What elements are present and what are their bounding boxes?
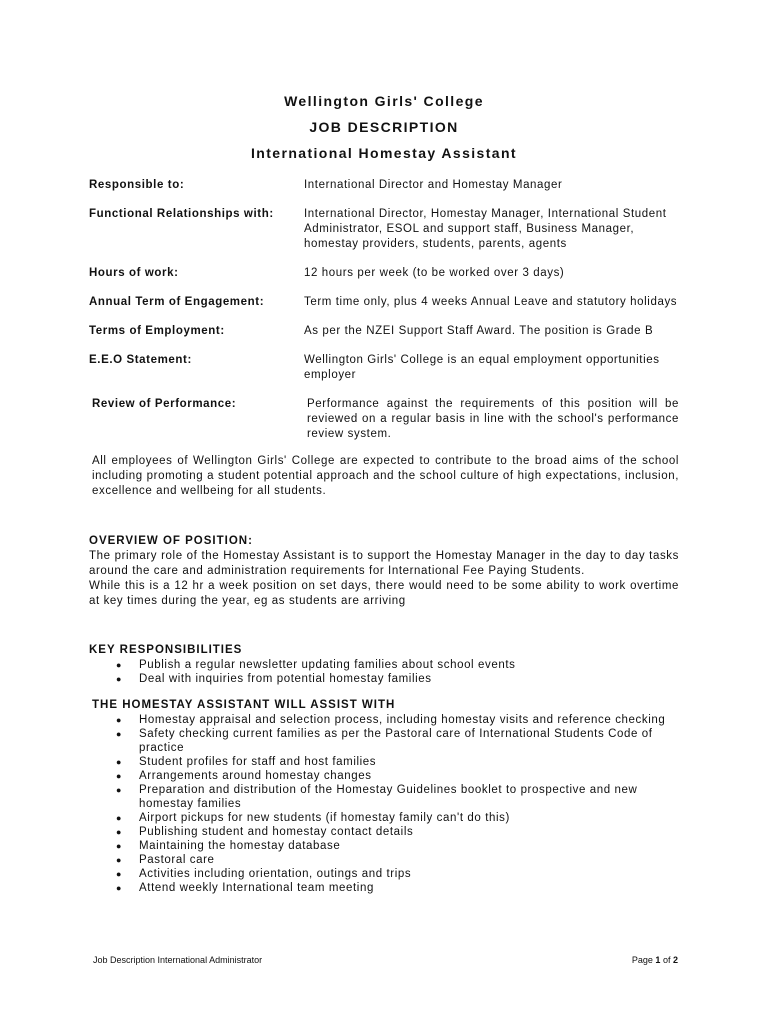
- field-terms-of-employment: [89, 324, 679, 339]
- bullet-icon: ●: [116, 729, 123, 739]
- position-title: International Homestay Assistant: [250, 145, 517, 161]
- key-responsibilities-section: [89, 643, 679, 686]
- aims-paragraph: All employees of Wellington Girls' College are expected to contribute to the broad aims of the school including promoting a student potential approach and the school culture of high expectations, inclusion, excellence and wellbeing for all students.: [92, 455, 679, 497]
- field-review-of-performance: [89, 397, 679, 442]
- document-body: [89, 88, 679, 895]
- bullet-icon: ●: [116, 674, 123, 684]
- bullet-icon: ●: [116, 715, 123, 725]
- overview-section: [89, 534, 679, 609]
- assist-with-list: [89, 713, 679, 895]
- list-item: [89, 839, 679, 853]
- list-item-text: Deal with inquiries from potential homestay families: [139, 673, 432, 685]
- title-block: [89, 88, 679, 166]
- bullet-icon: ●: [116, 869, 123, 879]
- list-item: [89, 727, 679, 755]
- overview-paragraph-1: The primary role of the Homestay Assistant is to support the Homestay Manager in the day to day tasks around the care and administration requirements for International Fee Paying Students.: [89, 550, 679, 577]
- bullet-icon: ●: [116, 883, 123, 893]
- list-item: [89, 755, 679, 769]
- field-responsible-to: [89, 178, 679, 193]
- field-label: E.E.O Statement:: [89, 354, 192, 366]
- list-item-text: Homestay appraisal and selection process, including homestay visits and reference checking: [139, 714, 666, 726]
- field-label: Annual Term of Engagement:: [89, 296, 265, 308]
- bullet-icon: ●: [116, 827, 123, 837]
- field-label: Terms of Employment:: [89, 325, 225, 337]
- field-value: Wellington Girls' College is an equal employment opportunities employer: [304, 354, 660, 381]
- field-label: Review of Performance:: [92, 398, 237, 410]
- school-name: Wellington Girls' College: [284, 93, 484, 109]
- bullet-icon: ●: [116, 841, 123, 851]
- field-value: As per the NZEI Support Staff Award. The position is Grade B: [304, 325, 654, 337]
- assist-with-section: [89, 698, 679, 895]
- field-value: International Director and Homestay Manager: [304, 179, 563, 191]
- field-functional-relationships: [89, 207, 679, 252]
- bullet-icon: ●: [116, 785, 123, 795]
- field-label: Hours of work:: [89, 267, 179, 279]
- field-value: Performance against the requirements of this position will be reviewed on a regular basis in line with the school's performance review system.: [307, 398, 679, 440]
- list-item-text: Preparation and distribution of the Homestay Guidelines booklet to prospective and new homestay families: [139, 784, 638, 810]
- list-item-text: Safety checking current families as per the Pastoral care of International Students Code of practice: [139, 728, 653, 754]
- list-item-text: Attend weekly International team meeting: [139, 882, 374, 894]
- bullet-icon: ●: [116, 855, 123, 865]
- field-label: Responsible to:: [89, 179, 185, 191]
- field-eeo-statement: [89, 353, 679, 383]
- field-label: Functional Relationships with:: [89, 208, 274, 220]
- list-item: [89, 881, 679, 895]
- assist-with-heading: THE HOMESTAY ASSISTANT WILL ASSIST WITH: [92, 699, 396, 711]
- list-item: [89, 853, 679, 867]
- list-item-text: Arrangements around homestay changes: [139, 770, 372, 782]
- page-footer: [93, 955, 678, 965]
- list-item-text: Student profiles for staff and host families: [139, 756, 377, 768]
- bullet-icon: ●: [116, 660, 123, 670]
- key-responsibilities-heading: KEY RESPONSIBILITIES: [89, 644, 243, 656]
- field-value: Term time only, plus 4 weeks Annual Leave and statutory holidays: [304, 296, 678, 308]
- footer-document-title: Job Description International Administrator: [93, 955, 263, 965]
- field-hours-of-work: [89, 266, 679, 281]
- list-item: [89, 769, 679, 783]
- list-item: [89, 867, 679, 881]
- page-number: Page 1 of 2: [631, 955, 678, 965]
- document-type: JOB DESCRIPTION: [309, 119, 459, 135]
- key-responsibilities-list: [89, 658, 679, 686]
- field-value: 12 hours per week (to be worked over 3 days): [304, 267, 565, 279]
- bullet-icon: ●: [116, 813, 123, 823]
- field-value: International Director, Homestay Manager, International Student Administrator, ESOL and support staff, Business Manager, homestay providers, students, parents, agents: [304, 208, 667, 250]
- list-item-text: Publish a regular newsletter updating families about school events: [139, 659, 516, 671]
- list-item-text: Maintaining the homestay database: [139, 840, 341, 852]
- list-item: [89, 783, 679, 811]
- fields-list: [89, 178, 679, 442]
- list-item-text: Pastoral care: [139, 854, 215, 866]
- list-item-text: Publishing student and homestay contact details: [139, 826, 414, 838]
- overview-paragraph-2: While this is a 12 hr a week position on set days, there would need to be some ability to work overtime at key times during the year, eg as students are arriving: [89, 580, 679, 607]
- list-item-text: Airport pickups for new students (if homestay family can't do this): [139, 812, 510, 824]
- list-item-text: Activities including orientation, outings and trips: [139, 868, 412, 880]
- overview-heading: OVERVIEW OF POSITION:: [89, 535, 253, 547]
- list-item: [89, 713, 679, 727]
- list-item: [89, 811, 679, 825]
- field-annual-term: [89, 295, 679, 310]
- bullet-icon: ●: [116, 757, 123, 767]
- list-item: [89, 672, 679, 686]
- list-item: [89, 658, 679, 672]
- bullet-icon: ●: [116, 771, 123, 781]
- list-item: [89, 825, 679, 839]
